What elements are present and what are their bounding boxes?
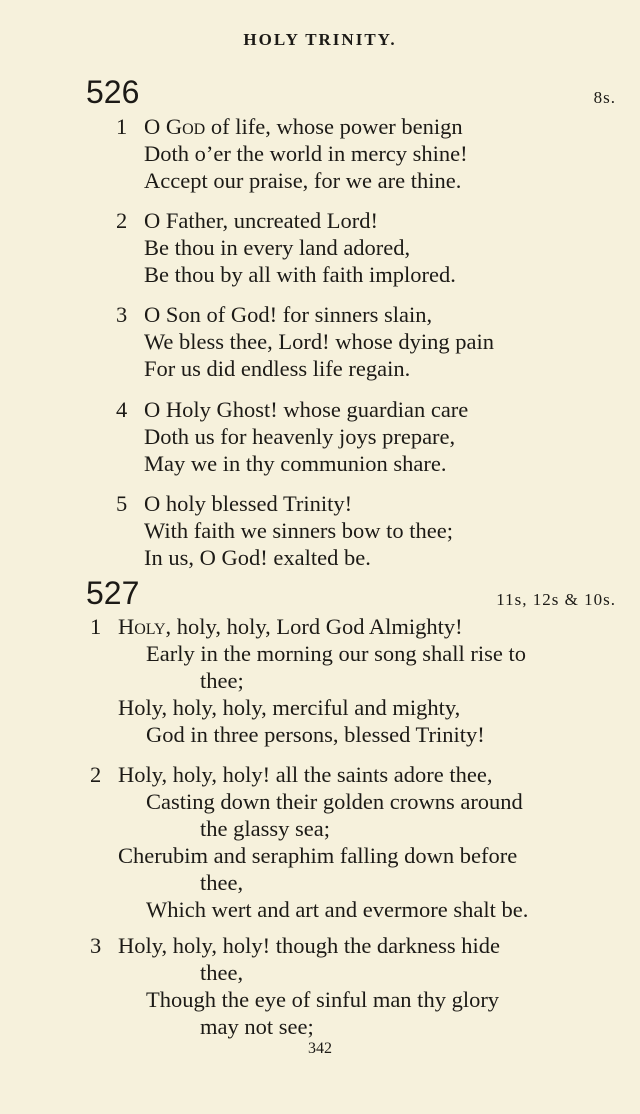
verse-number: 4 [116,397,128,422]
verse-line: Holy, holy, holy, Lord God Almighty! [118,614,463,639]
verse-line: O God of life, whose power benign [144,114,463,139]
verse-line: thee, [200,870,244,895]
verse-line: Holy, holy, holy! though the darkness hide [118,933,501,958]
verse-line: Which wert and art and evermore shalt be. [146,897,529,922]
verse-line: O Father, uncreated Lord! [144,208,378,233]
hymn-number-527: 527 [86,575,140,611]
verse-line: thee; [200,668,244,693]
verse-line: O Holy Ghost! whose guardian care [144,397,469,422]
verse-number: 3 [116,302,128,327]
verse-number: 1 [116,114,128,139]
verse-line: For us did endless life regain. [144,356,411,381]
verse-line: Though the eye of sinful man thy glory [146,987,500,1012]
verse-line: Casting down their golden crowns around [146,789,523,814]
verse-line: May we in thy communion share. [144,451,447,476]
meter-527: 11s, 12s & 10s. [496,590,616,609]
verse-line: Cherubim and seraphim falling down before [118,843,518,868]
verse-number: 3 [90,933,102,958]
verse-line: Early in the morning our song shall rise to [146,641,526,666]
verse-number: 5 [116,491,128,516]
verse-line: thee, [200,960,244,985]
verse-number: 1 [90,614,102,639]
verse-line: O Son of God! for sinners slain, [144,302,433,327]
verse-line: Be thou in every land adored, [144,235,411,260]
verse-line: In us, O God! exalted be. [144,545,371,570]
verse-line: Doth o’er the world in mercy shine! [144,141,468,166]
verse-line: O holy blessed Trinity! [144,491,353,516]
verse-number: 2 [90,762,102,787]
verse-line: God in three persons, blessed Trinity! [146,722,485,747]
verse-line: the glassy sea; [200,816,330,841]
running-header: HOLY TRINITY. [243,30,397,49]
verse-line: Holy, holy, holy, merciful and mighty, [118,695,461,720]
verse-number: 2 [116,208,128,233]
verse-line: Holy, holy, holy! all the saints adore thee, [118,762,493,787]
hymn-number-526: 526 [86,74,140,110]
verse-line: With faith we sinners bow to thee; [144,518,454,543]
meter-526: 8s. [593,88,616,107]
verse-line: Doth us for heavenly joys prepare, [144,424,456,449]
verse-line: Accept our praise, for we are thine. [144,168,462,193]
verse-line: Be thou by all with faith implored. [144,262,456,287]
page-number: 342 [308,1040,332,1057]
verse-line: We bless thee, Lord! whose dying pain [144,329,494,354]
verse-line: may not see; [200,1014,314,1039]
